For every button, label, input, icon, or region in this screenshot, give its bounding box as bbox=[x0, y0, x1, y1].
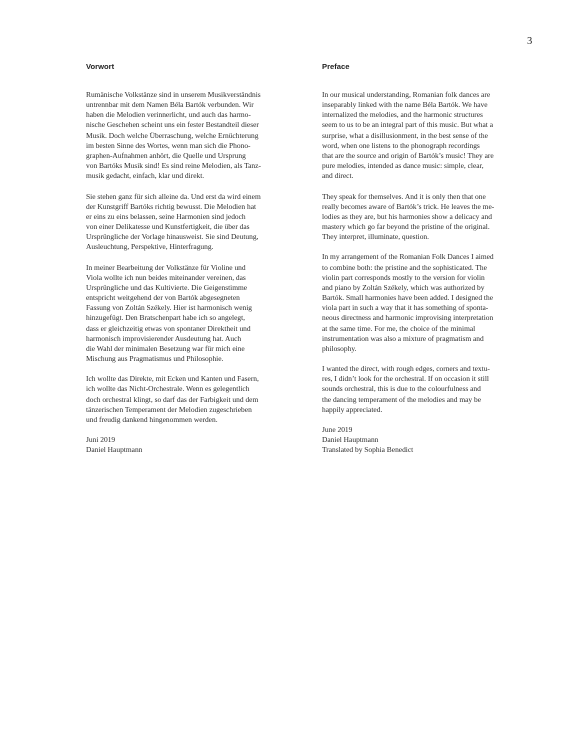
german-date: Juni 2019 bbox=[86, 435, 116, 445]
english-paragraph-2: They speak for themselves. And it is only then that one really becomes aware of Bartók’s trick. He leaves the me- lodies as they are, but his harmonies show a delicacy and mastery which go far beyond the pristine of the original. They interpret, illuminate, question. bbox=[322, 191, 495, 242]
english-author: Daniel Hauptmann bbox=[322, 435, 379, 445]
german-paragraph-3: In meiner Bearbeitung der Volkstänze für Violine und Viola wollte ich nun beides miteinander vereinen, das Ursprüngliche und das Kultivierte. Die Geigenstimme entspricht weitgehend der von Bartók abgesegneten Fassung von Zoltán Székely. Hier ist harmonisch wenig hinzugefügt. Den Bratschenpart habe ich so angelegt, dass er gleichzeitig etwas von spontaner Direktheit und harmonisch improvisierender Ausdeutung hat. Auch die Wahl der minimalen Besetzung war für mich eine Mischung aus Pragmatismus und Philosophie. bbox=[86, 262, 253, 364]
english-heading: Preface bbox=[322, 62, 350, 71]
english-preface-column bbox=[322, 62, 508, 456]
german-paragraph-4: Ich wollte das Direkte, mit Ecken und Kanten und Fasern, ich wollte das Nicht-Orchestrale. Wenn es gelegentlich doch orchestral klingt, so darf das der Farbigkeit und dem tänzerischen Temperament der Melodien zugeschrieben und freudig dankend hingenommen werden. bbox=[86, 374, 259, 424]
english-paragraph-1: In our musical understanding, Romanian folk dances are inseparably linked with the name Béla Bartók. We have internalized the melodies, and the harmonic structures seem to us to be an integral part of this music. But what a surprise, what a disillusionment, in the best sense of the word, when one listens to the phonograph recordings that are the source and origin of Bartók’s music! They are pure melodies, intended as dance music: simple, clear, and direct. bbox=[322, 90, 494, 181]
german-paragraph-1: Rumänische Volkstänze sind in unserem Musikverständnis untrennbar mit dem Namen Béla Bartók verbunden. Wir haben die Melodien verinnerlicht, und auch das harmo- nische Geschehen scheint uns ein fester Bestandteil dieser Musik. Doch welche Überraschung, welche Ernüchterung im besten Sinne des Wortes, wenn man sich die Phono- graphen-Aufnahmen anhört, die Quelle und Ursprung von Bartóks Musik sind! Es sind reine Melodien, als Tanz- musik gedacht, einfach, klar und direkt. bbox=[86, 90, 261, 181]
page-number: 3 bbox=[527, 36, 533, 47]
english-translator: Translated by Sophia Benedict bbox=[322, 445, 414, 455]
english-paragraph-4: I wanted the direct, with rough edges, corners and textu- res, I didn’t look for the orchestral. If on occasion it still sounds orchestral, this is due to the colourfulness and the dancing temperament of the melodies and may be happily appreciated. bbox=[322, 364, 490, 414]
german-preface-column bbox=[86, 62, 272, 456]
german-heading: Vorwort bbox=[86, 62, 115, 71]
german-author: Daniel Hauptmann bbox=[86, 445, 143, 455]
english-date: June 2019 bbox=[322, 425, 353, 435]
english-paragraph-3: In my arrangement of the Romanian Folk Dances I aimed to combine both: the pristine and the sophisticated. The violin part corresponds mostly to the version for violin and piano by Zoltán Székely, which was authorized by Bartók. Small harmonies have been added. I designed the viola part in such a way that it has something of sponta- neous directness and harmonic improvising interpretation at the same time. For me, the choice of the minimal instrumentation was also a mixture of pragmatism and philosophy. bbox=[322, 252, 494, 353]
german-paragraph-2: Sie stehen ganz für sich alleine da. Und erst da wird einem der Kunstgriff Bartóks richtig bewusst. Die Melodien hat er eins zu eins belassen, seine Harmonien sind jedoch von einer Delikatesse und Kunstfertigkeit, die über das Ursprüngliche der Vorlage hinausweist. Sie sind Deutung, Ausleuchtung, Perspektive, Hinterfragung. bbox=[86, 191, 261, 252]
